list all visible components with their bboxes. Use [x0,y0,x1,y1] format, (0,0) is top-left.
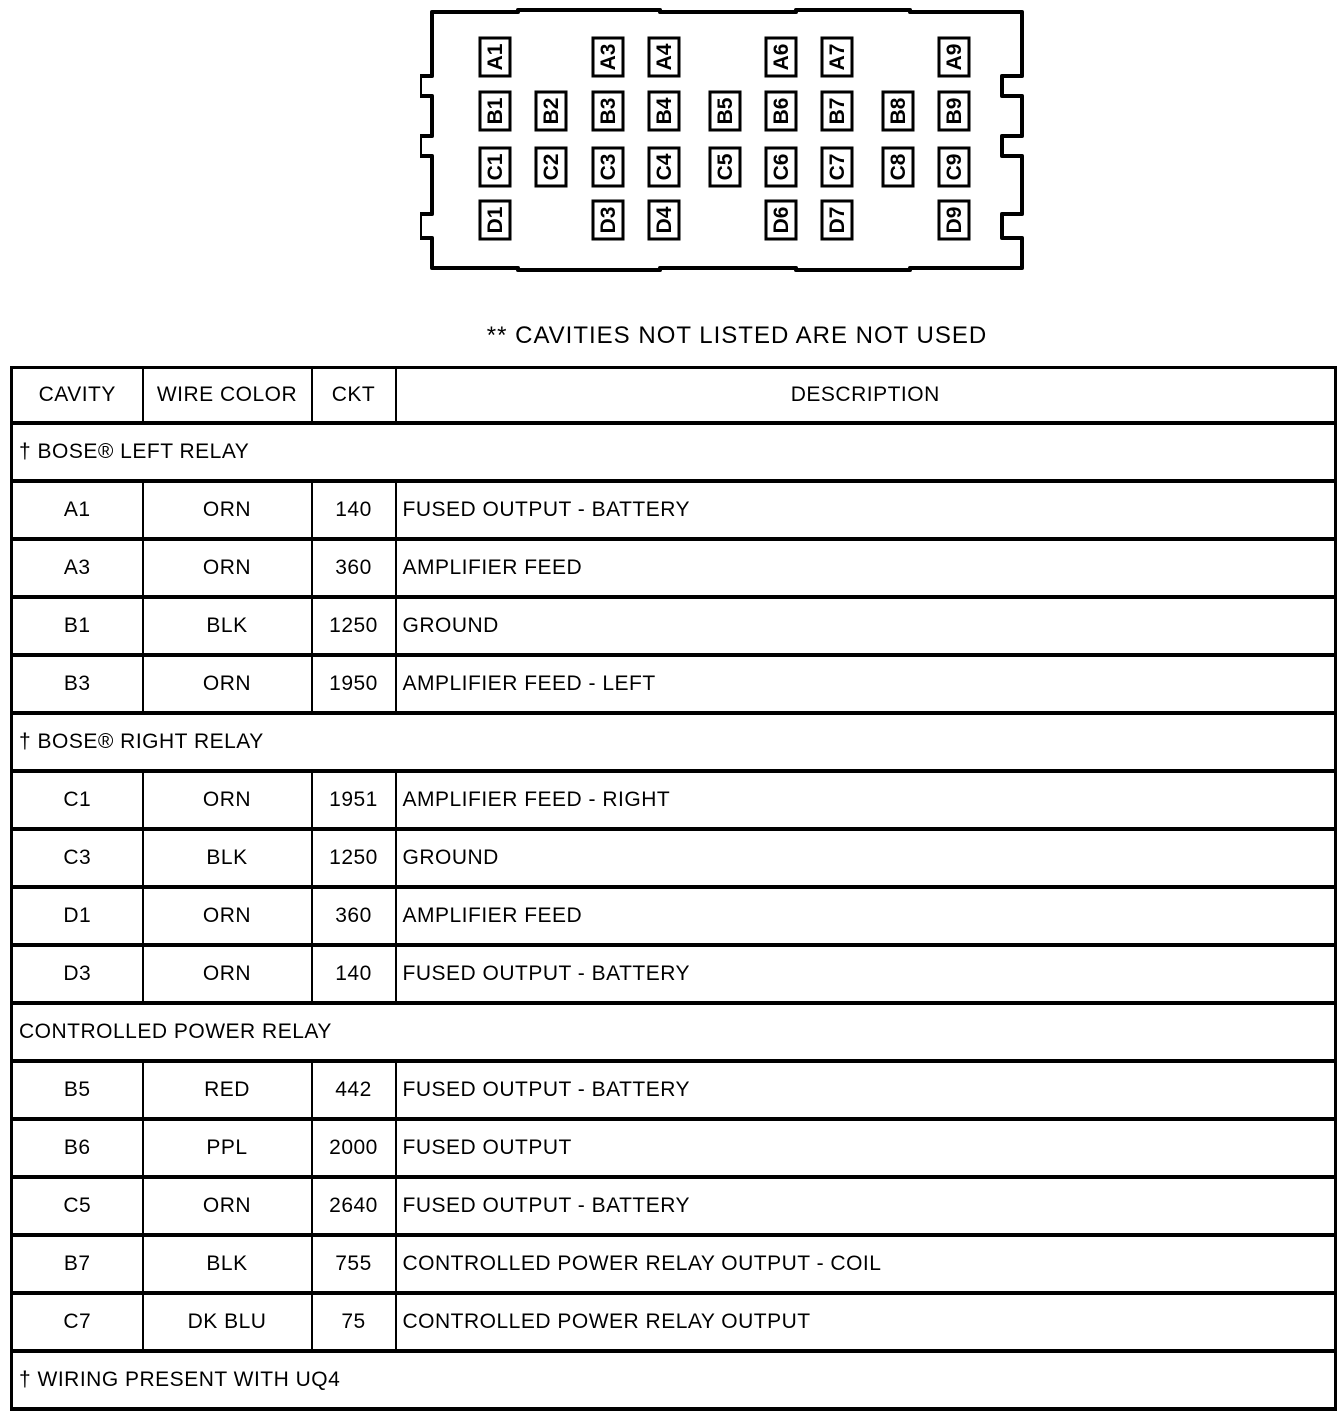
pin-label: B3 [597,97,620,125]
cell-cavity: B1 [12,597,143,655]
pin-d9 [939,201,969,239]
cell-description: AMPLIFIER FEED [396,539,1336,597]
header-wire-color: WIRE COLOR [143,368,312,424]
cell-ckt: 140 [312,481,396,539]
cell-description: AMPLIFIER FEED - RIGHT [396,771,1336,829]
cell-ckt: 360 [312,539,396,597]
pin-c6 [766,148,796,186]
cell-ckt: 1951 [312,771,396,829]
pin-label: A9 [943,43,966,71]
pin-c4 [649,148,679,186]
cell-wire-color: ORN [143,481,312,539]
pin-a7 [822,38,852,76]
table-row [12,771,1336,829]
pin-d1 [480,201,510,239]
pin-b6 [766,92,796,130]
pin-b2 [536,92,566,130]
pin-a3 [593,38,623,76]
pin-d7 [822,201,852,239]
pin-label: B7 [826,97,849,125]
cell-wire-color: RED [143,1061,312,1119]
pin-c1 [480,148,510,186]
cell-wire-color: ORN [143,539,312,597]
cell-description: FUSED OUTPUT - BATTERY [396,1061,1336,1119]
pin-label: C3 [597,153,620,181]
pin-b1 [480,92,510,130]
pin-d6 [766,201,796,239]
cell-description: FUSED OUTPUT [396,1119,1336,1177]
pin-label: C9 [943,153,966,181]
cell-ckt: 1950 [312,655,396,713]
cell-ckt: 75 [312,1293,396,1351]
group-label: † WIRING PRESENT WITH UQ4 [12,1351,1336,1409]
pin-label: C5 [714,153,737,181]
table-row [12,481,1336,539]
cell-description: GROUND [396,597,1336,655]
cell-cavity: B7 [12,1235,143,1293]
pin-b3 [593,92,623,130]
pin-label: A3 [597,43,620,71]
cell-cavity: C1 [12,771,143,829]
cell-ckt: 2000 [312,1119,396,1177]
pin-label: B8 [887,97,910,125]
table-row [12,1177,1336,1235]
header-description: DESCRIPTION [396,368,1336,424]
cell-wire-color: BLK [143,1235,312,1293]
cell-cavity: B5 [12,1061,143,1119]
pin-label: C4 [653,153,676,181]
pin-b4 [649,92,679,130]
pin-d3 [593,201,623,239]
table-row [12,1061,1336,1119]
cell-cavity: A1 [12,481,143,539]
group-header-row [12,713,1336,771]
group-label: † BOSE® RIGHT RELAY [12,713,1336,771]
cell-wire-color: DK BLU [143,1293,312,1351]
cell-wire-color: ORN [143,887,312,945]
table-row [12,887,1336,945]
group-label: CONTROLLED POWER RELAY [12,1003,1336,1061]
pin-label: C7 [826,153,849,181]
cell-wire-color: ORN [143,771,312,829]
pin-label: B1 [484,97,507,125]
cell-wire-color: PPL [143,1119,312,1177]
cell-ckt: 755 [312,1235,396,1293]
pin-a1 [480,38,510,76]
group-header-row [12,423,1336,481]
pin-label: C1 [484,153,507,181]
cell-cavity: D1 [12,887,143,945]
pin-b8 [883,92,913,130]
pin-c3 [593,148,623,186]
cell-ckt: 2640 [312,1177,396,1235]
cell-description: AMPLIFIER FEED [396,887,1336,945]
table-row [12,829,1336,887]
cell-description: FUSED OUTPUT - BATTERY [396,945,1336,1003]
pin-label: C2 [540,153,563,181]
pin-d4 [649,201,679,239]
pin-label: C6 [770,153,793,181]
pin-b7 [822,92,852,130]
cell-description: FUSED OUTPUT - BATTERY [396,481,1336,539]
cell-cavity: C7 [12,1293,143,1351]
pin-label: D7 [826,206,849,234]
cell-description: GROUND [396,829,1336,887]
group-header-row [12,1003,1336,1061]
cell-cavity: B6 [12,1119,143,1177]
cell-ckt: 140 [312,945,396,1003]
table-row [12,1235,1336,1293]
pin-c2 [536,148,566,186]
pin-label: D4 [653,206,676,234]
cell-description: AMPLIFIER FEED - LEFT [396,655,1336,713]
table-row [12,1119,1336,1177]
cell-ckt: 1250 [312,597,396,655]
cell-description: CONTROLLED POWER RELAY OUTPUT [396,1293,1336,1351]
header-ckt: CKT [312,368,396,424]
table-row [12,945,1336,1003]
pin-c8 [883,148,913,186]
cell-cavity: A3 [12,539,143,597]
cell-cavity: C3 [12,829,143,887]
pin-label: A6 [770,43,793,71]
pin-label: B9 [943,97,966,125]
cell-ckt: 360 [312,887,396,945]
table-row [12,655,1336,713]
pin-label: D1 [484,206,507,234]
cell-wire-color: ORN [143,1177,312,1235]
pin-a6 [766,38,796,76]
cell-description: CONTROLLED POWER RELAY OUTPUT - COIL [396,1235,1336,1293]
connector-face-diagram [420,6,1032,278]
pin-label: B6 [770,97,793,125]
group-header-row [12,1351,1336,1409]
pin-label: A4 [653,43,676,71]
cell-wire-color: ORN [143,945,312,1003]
table-row [12,1293,1336,1351]
header-cavity: CAVITY [12,368,143,424]
pin-a9 [939,38,969,76]
cell-description: FUSED OUTPUT - BATTERY [396,1177,1336,1235]
pin-b9 [939,92,969,130]
cell-ckt: 1250 [312,829,396,887]
cell-wire-color: ORN [143,655,312,713]
pin-label: D6 [770,206,793,234]
cell-cavity: C5 [12,1177,143,1235]
cell-wire-color: BLK [143,597,312,655]
pin-label: D9 [943,206,966,234]
group-label: † BOSE® LEFT RELAY [12,423,1336,481]
cell-ckt: 442 [312,1061,396,1119]
pin-label: B4 [653,97,676,125]
pin-label: C8 [887,153,910,181]
pin-label: D3 [597,206,620,234]
pin-label: B5 [714,97,737,125]
pin-a4 [649,38,679,76]
pin-c7 [822,148,852,186]
pin-b5 [710,92,740,130]
cell-wire-color: BLK [143,829,312,887]
cell-cavity: B3 [12,655,143,713]
unused-cavities-note: ** CAVITIES NOT LISTED ARE NOT USED [486,322,988,349]
cavity-wiring-table [10,366,1337,1411]
header-row [12,368,1336,424]
pin-label: A7 [826,43,849,71]
pin-label: A1 [484,43,507,71]
pin-c9 [939,148,969,186]
cell-cavity: D3 [12,945,143,1003]
pin-label: B2 [540,97,563,125]
pin-c5 [710,148,740,186]
table-row [12,539,1336,597]
table-row [12,597,1336,655]
